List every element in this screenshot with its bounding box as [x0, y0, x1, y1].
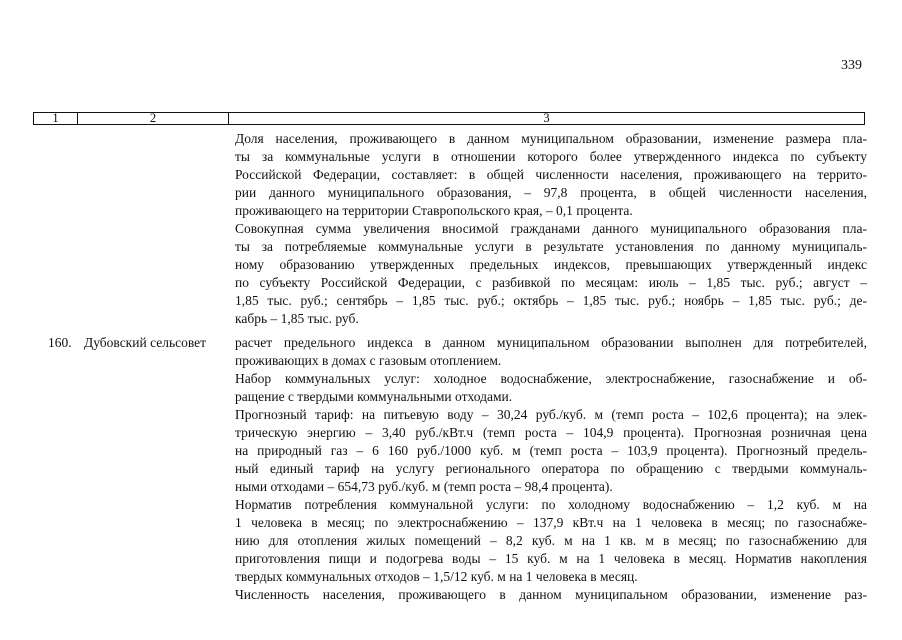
text-line: 1 человека в месяц; по электроснабжению – 137,9 кВт.ч на 1 человека в месяц; по газоснабже- — [235, 515, 867, 530]
text-line: на природный газ – 6 160 руб./1000 куб. м (темп роста – 103,9 процента). Прогнозный предель- — [235, 443, 867, 458]
text-line: расчет предельного индекса в данном муниципальном образовании выполнен для потребителей, — [235, 335, 867, 350]
entry-number: 160. — [48, 335, 72, 350]
text-line: ными отходами – 654,73 руб./куб. м (темп роста – 98,4 процента). — [235, 479, 613, 494]
column-header-row — [33, 112, 865, 125]
text-line: трическую энергию – 3,40 руб./кВт.ч (темп роста – 104,9 процента). Прогнозная розничная цена — [235, 425, 867, 440]
text-line: ты за коммунальные услуги в отношении которого более утвержденного индекса по субъекту — [235, 149, 867, 164]
text-line: рии данного муниципального образования, – 97,8 процента, в общей численности населения, — [235, 185, 867, 200]
text-line: Норматив потребления коммунальной услуги: по холодному водоснабжению – 1,2 куб. м на — [235, 497, 867, 512]
text-line: кабрь – 1,85 тыс. руб. — [235, 311, 359, 326]
text-line: Российской Федерации, составляет: в общей численности населения, проживающего на террито- — [235, 167, 867, 182]
text-line: ты за потребляемые коммунальные услуги в результате установления по данному муниципаль- — [235, 239, 867, 254]
text-line: Прогнозный тариф: на питьевую воду – 30,24 руб./куб. м (темп роста – 102,6 процента); на элек- — [235, 407, 867, 422]
text-line: 1,85 тыс. руб.; сентябрь – 1,85 тыс. руб.; октябрь – 1,85 тыс. руб.; ноябрь – 1,85 тыс. руб.; де- — [235, 293, 867, 308]
page-number: 339 — [841, 58, 862, 73]
text-line: нию для отопления жилых помещений – 8,2 куб. м на 1 кв. м в месяц; по газоснабжению для — [235, 533, 867, 548]
column-header-2: 2 — [78, 113, 229, 124]
text-line: Набор коммунальных услуг: холодное водоснабжение, электроснабжение, газоснабжение и об- — [235, 371, 867, 386]
text-line: ный единый тариф на услугу регионального оператора по обращению с твердыми коммуналь- — [235, 461, 867, 476]
text-line: Доля населения, проживающего в данном муниципальном образовании, изменение размера пла- — [235, 131, 867, 146]
text-line: ному образованию утвержденных предельных индексов, превышающих утвержденный индекс — [235, 257, 867, 272]
text-line: Численность населения, проживающего в данном муниципальном образовании, изменение раз- — [235, 587, 867, 602]
column-header-1: 1 — [34, 113, 78, 124]
text-line: Совокупная сумма увеличения вносимой гражданами данного муниципального образования пла- — [235, 221, 867, 236]
text-line: твердых коммунальных отходов – 1,5/12 куб. м на 1 человека в месяц. — [235, 569, 638, 584]
entry-name: Дубовский сельсовет — [84, 335, 207, 350]
text-line: проживающего на территории Ставропольского края, – 0,1 процента. — [235, 203, 633, 218]
text-line: приготовления пищи и подогрева воды – 15 куб. м на 1 человека в месяц. Норматив накопления — [235, 551, 867, 566]
text-line: ращение с твердыми коммунальными отходами. — [235, 389, 513, 404]
text-line: по субъекту Российской Федерации, с разбивкой по месяцам: июль – 1,85 тыс. руб.; август – — [235, 275, 867, 290]
column-header-3: 3 — [543, 111, 550, 125]
text-line: проживающих в домах с газовым отоплением. — [235, 353, 502, 368]
